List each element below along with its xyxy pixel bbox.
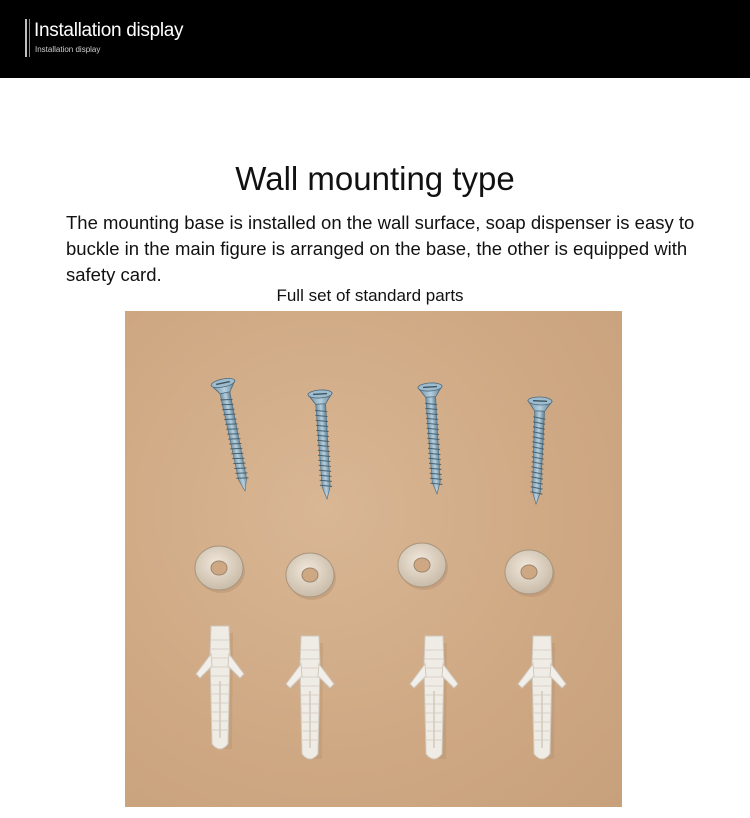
photo-caption: Full set of standard parts <box>276 286 464 305</box>
screw-2 <box>308 389 339 500</box>
washer-4 <box>505 550 555 597</box>
wall-anchor-2 <box>286 636 334 759</box>
washer-1 <box>195 546 245 593</box>
washer-3 <box>398 543 448 590</box>
parts-illustration <box>125 311 622 807</box>
header-accent-line-thin <box>29 19 30 57</box>
screw-3 <box>418 382 449 495</box>
section-heading: Wall mounting type <box>235 160 515 197</box>
section-description: The mounting base is installed on the wall surface, soap dispenser is easy to buckle in the main figure is arranged on the base, the other is equipped with safety card. <box>66 212 695 285</box>
screw-4 <box>524 397 552 505</box>
header-subtitle: Installation display <box>35 45 101 54</box>
header-accent-line <box>25 19 27 57</box>
wall-anchor-1 <box>196 626 244 749</box>
wall-anchor-4 <box>518 636 566 759</box>
header-bar <box>0 0 750 78</box>
parts-photo <box>125 311 622 807</box>
header-title: Installation display <box>34 20 184 41</box>
washer-2 <box>286 553 336 600</box>
screw-1 <box>210 377 256 494</box>
wall-anchor-3 <box>410 636 458 759</box>
